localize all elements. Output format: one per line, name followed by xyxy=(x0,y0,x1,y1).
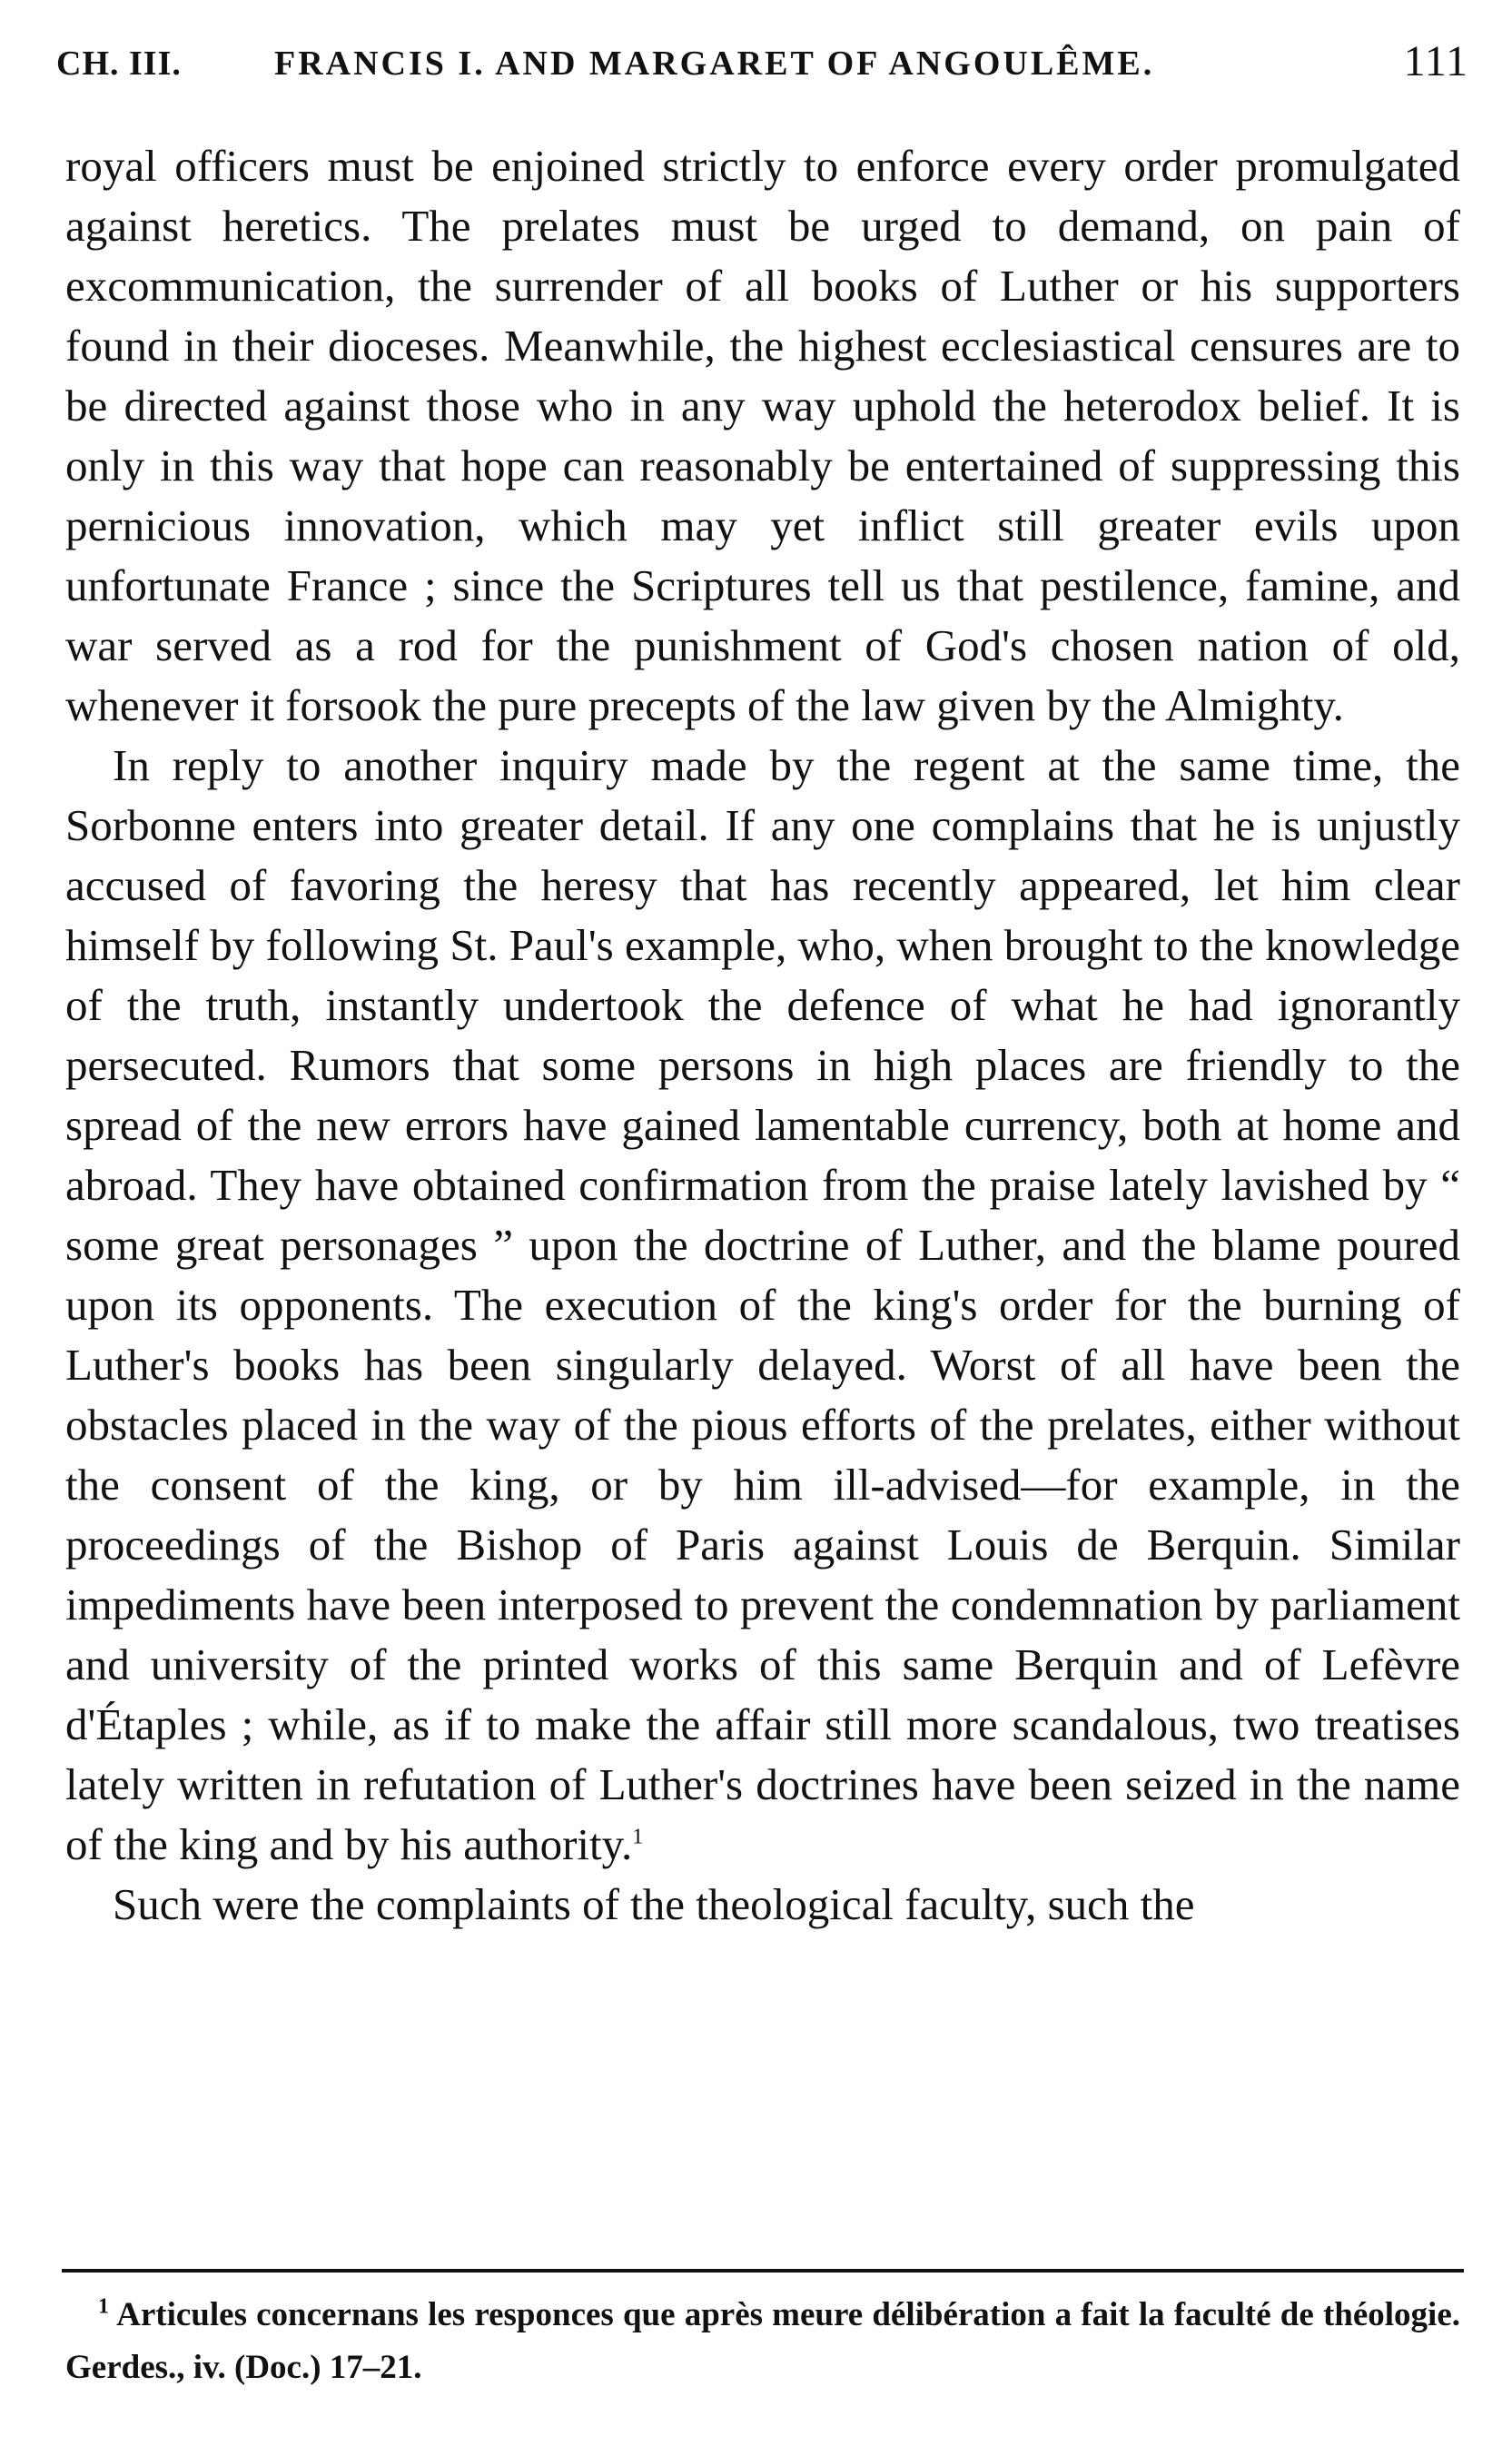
footnote-marker: 1 xyxy=(98,2294,109,2319)
paragraph-3: Such were the complaints of the theological faculty, such the xyxy=(113,1879,1195,1929)
paragraph-1: royal officers must be enjoined strictly to enforce every order promulgated against heretics. The prelates must be urged to demand, on pain of excommunication, the surrender of all books of Luther or his supporters found in their dioceses. Meanwhile, the highest ecclesiastical censures are to be directed against those who in any way uphold the heterodox belief. It is only in this way that hope can reasonably be entertained of suppressing this pernicious innovation, which may yet inflict still greater evils upon unfortunate France ; since the Scriptures tell us that pestilence, famine, and war served as a rod for the punishment of God's chosen nation of old, whenever it forsook the pure precepts of the law given by the Almighty. xyxy=(65,141,1460,730)
footnote-text: Articules concernans les responces que après meure délibération a fait la faculté de théologie. Gerdes., iv. (Doc.) 17–21. xyxy=(65,2296,1460,2386)
running-title: FRANCIS I. AND MARGARET OF ANGOULÊME. xyxy=(274,45,1155,83)
paragraph-2-text: In reply to another inquiry made by the regent at the same time, the Sorbonne enters into greater detail. If any one complains that he is unjustly accused of favoring the heresy that has recently appeared, let him clear himself by following St. Paul's example, who, when brought to the knowledge of the truth, instantly undertook the defence of what he had ignorantly persecuted. Rumors that some persons in high places are friendly to the spread of the new errors have gained lamentable currency, both at home and abroad. They have obtained confirmation from the praise lately lavished by “ some great personages ” upon the doctrine of Luther, and the blame poured upon its opponents. The execution of the king's order for the burning of Luther's books has been singularly delayed. Worst of all have been the obstacles placed in the way of the pious efforts of the prelates, either without the consent of the king, or by him ill-advised—for example, in the proceedings of the Bishop of Paris against Louis de Berquin. Similar impediments have been interposed to prevent the condemnation by parliament and university of the printed works of this same Berquin and of Lefèvre d'Étaples ; while, as if to make the affair still more scandalous, two treatises lately written in refutation of Luther's doctrines have been seized in the name of the king and by his authority. xyxy=(65,740,1460,1869)
page-number: 111 xyxy=(1403,37,1468,85)
chapter-label: CH. III. xyxy=(56,45,182,83)
running-head xyxy=(56,36,1468,91)
paragraph-2 xyxy=(65,736,1460,1875)
footnote xyxy=(65,2289,1460,2394)
footnote-reference: 1 xyxy=(632,1825,644,1849)
footnote-divider xyxy=(62,2269,1464,2273)
body-text xyxy=(65,136,1460,1935)
